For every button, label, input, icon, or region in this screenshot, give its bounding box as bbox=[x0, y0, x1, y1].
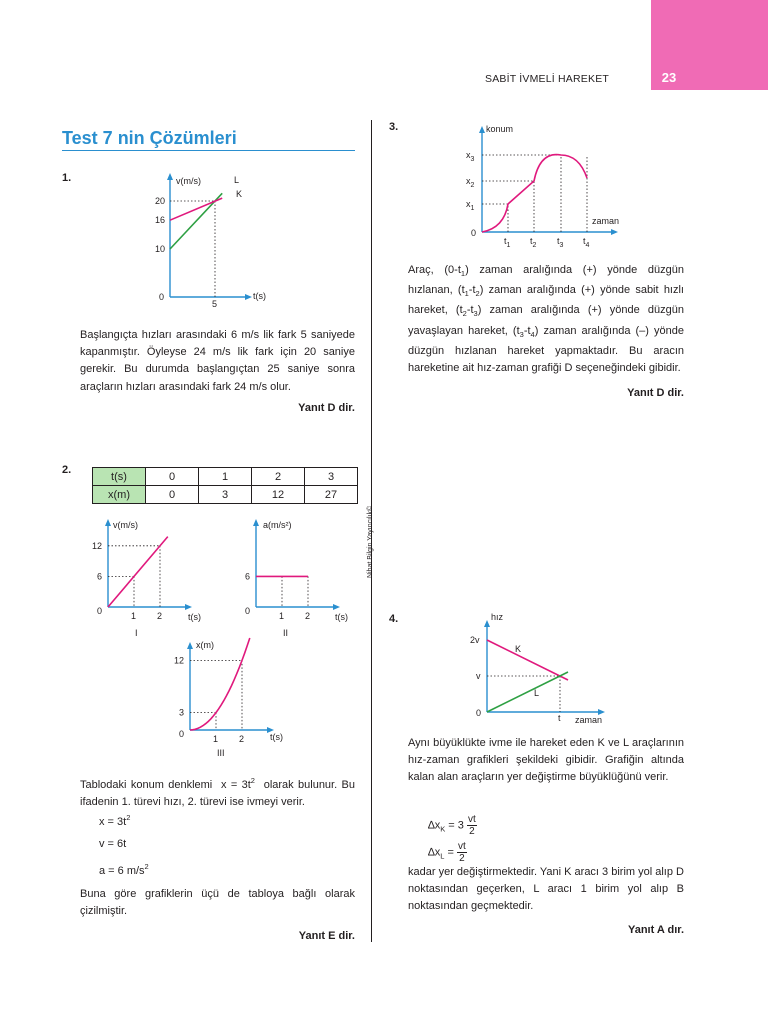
question-3-number: 3. bbox=[389, 121, 399, 133]
series-line-K bbox=[487, 640, 568, 680]
tick-label: 2 bbox=[239, 734, 245, 744]
q3-explanation: Araç, $(0-t_1)$ zaman aralığında (+) yönde düzgün hızlanan, $(t_1-t_2)$ zaman aralığında (+) yönde sabit hızlı hareket, $(t_2-t_3)$ zaman aralığında (+) yönde düzgün yavaşlayan hareket, $(t_3-t_4)$ zaman aralığında (–) yönde düzgün hızlanan hareket yapmaktadır. Bu aracın hareketine ait hız-zaman grafiği D seçeneğindeki gibidir. bbox=[408, 264, 684, 375]
y-axis-label: hız bbox=[491, 612, 504, 622]
series-label-L: L bbox=[234, 175, 240, 185]
table-cell: 1 bbox=[199, 468, 252, 486]
tick-label: $t_2$ bbox=[530, 236, 537, 249]
q4-equation-L: $\Delta x_L$ = $\frac{vt}{2}$ bbox=[428, 841, 466, 864]
tick-label: 1 bbox=[131, 611, 137, 621]
x-axis-label: t(s) bbox=[253, 291, 266, 301]
table-cell: 3 bbox=[305, 468, 358, 486]
tick-label: 0 bbox=[245, 606, 251, 616]
graph-label: III bbox=[217, 748, 225, 758]
tick-label: 12 bbox=[174, 655, 185, 666]
series-line-L bbox=[487, 672, 568, 712]
q2-answer: Yanıt E dir. bbox=[298, 930, 355, 942]
page-number: 23 bbox=[661, 70, 677, 85]
tick-label: $x_1$ bbox=[466, 199, 475, 212]
tick-label: 0 bbox=[476, 708, 482, 718]
series-label-K: K bbox=[515, 644, 522, 654]
tick-label: 0 bbox=[179, 729, 185, 739]
tick-label: 6 bbox=[245, 571, 251, 582]
tick-label: 12 bbox=[92, 540, 103, 551]
y-axis-label: v(m/s) bbox=[113, 520, 138, 530]
tick-label: 0 bbox=[471, 228, 477, 238]
tick-label: 0 bbox=[159, 292, 165, 302]
q4-answer: Yanıt A dır. bbox=[627, 924, 684, 936]
q2-explanation-1: Tablodaki konum denklemi $x = 3t^2$ olarak bulunur. Bu ifadenin 1. türevi hızı, 2. türevi ise ivmeyi verir. bbox=[80, 776, 355, 809]
tick-label: 1 bbox=[213, 734, 219, 744]
q3-answer: Yanıt D dir. bbox=[627, 387, 684, 399]
y-axis-label: x(m) bbox=[196, 640, 214, 650]
x-axis-label: t(s) bbox=[335, 612, 348, 622]
publisher-side-text: Nihat Bilgin Yayıncılık© bbox=[367, 505, 374, 578]
tick-label: 16 bbox=[155, 215, 166, 226]
tick-label: $x_2$ bbox=[466, 176, 475, 189]
q2-equation-velocity: v = 6t bbox=[99, 838, 127, 850]
x-axis-label: t(s) bbox=[188, 612, 201, 622]
running-title: SABİT İVMELİ HAREKET bbox=[485, 73, 610, 85]
table-cell: 2 bbox=[252, 468, 305, 486]
table-cell: x(m) bbox=[93, 486, 146, 504]
tick-label: $t_3$ bbox=[557, 236, 564, 249]
tick-label: $t_4$ bbox=[583, 236, 590, 249]
table-cell: 12 bbox=[252, 486, 305, 504]
q4-y-arrow bbox=[484, 620, 490, 627]
tick-label: $x_3$ bbox=[466, 150, 475, 163]
page-title: Test 7 nin Çözümleri bbox=[62, 128, 237, 148]
table-cell: 0 bbox=[146, 486, 199, 504]
tick-label: $t_1$ bbox=[504, 236, 511, 249]
tick-label: v bbox=[476, 671, 481, 681]
q1-explanation: Başlangıçta hızları arasındaki 6 m/s lik fark 5 saniyede kapanmıştır. Öyleyse 24 m/s lik fark için 20 saniye gerekir. Bu durumda başlangıçtan 25 saniye sonra araçların hızları arasındaki fark 24 m/s olur. bbox=[80, 329, 355, 393]
graph-label: II bbox=[283, 628, 289, 638]
series-label-K: K bbox=[236, 189, 243, 199]
y-axis-label: a(m/s²) bbox=[263, 520, 292, 530]
q2-equation-acceleration: a = 6 $m/s^2$ bbox=[99, 862, 149, 877]
series-label-L: L bbox=[534, 688, 540, 698]
table-cell: 27 bbox=[305, 486, 358, 504]
tick-label: 6 bbox=[97, 571, 103, 582]
q2-explanation-2: Buna göre grafiklerin üçü de tabloya bağlı olarak çizilmiştir. bbox=[80, 888, 355, 918]
tick-label: 2v bbox=[470, 635, 480, 645]
q4-explanation-1: Aynı büyüklükte ivme ile hareket eden K ve L araçlarının hız-zaman grafikleri şekildeki gibidir. Grafiğin altında kalan alan araçların yer değiştirme büyüklüğünü verir. bbox=[408, 737, 684, 784]
tick-label: 2 bbox=[305, 611, 311, 621]
x-axis-label: t(s) bbox=[270, 732, 283, 742]
tick-label: 3 bbox=[179, 707, 185, 718]
question-2-number: 2. bbox=[62, 464, 72, 476]
tick-label: 20 bbox=[155, 196, 166, 206]
q1-answer: Yanıt D dir. bbox=[298, 402, 355, 414]
tick-label: t bbox=[558, 713, 561, 723]
table-cell: 0 bbox=[146, 468, 199, 486]
tick-label: 1 bbox=[279, 611, 285, 621]
y-axis-label: konum bbox=[486, 124, 514, 134]
graph-label: I bbox=[135, 628, 138, 638]
x-axis-label: zaman bbox=[592, 216, 620, 226]
q4-explanation-2: kadar yer değiştirmektedir. Yani K aracı 3 birim yol alıp D noktasından geçerken, L aracı 1 birim yol alıp B noktasından geçmektedir. bbox=[408, 866, 684, 913]
question-4-number: 4. bbox=[389, 613, 399, 625]
tick-label: 0 bbox=[97, 606, 103, 616]
tick-label: 10 bbox=[155, 244, 166, 254]
table-cell: t(s) bbox=[93, 468, 146, 486]
q4-equation-K: $\Delta x_K = 3$ $\frac{vt}{2}$ bbox=[428, 814, 476, 837]
y-axis-label: v(m/s) bbox=[176, 176, 201, 186]
question-1-number: 1. bbox=[62, 172, 72, 184]
q2-equation-position: $x = 3t^2$ bbox=[99, 813, 131, 828]
table-cell: 3 bbox=[199, 486, 252, 504]
x-axis-label: zaman bbox=[575, 715, 603, 725]
tick-label: 5 bbox=[212, 299, 218, 309]
tick-label: 2 bbox=[157, 611, 163, 621]
